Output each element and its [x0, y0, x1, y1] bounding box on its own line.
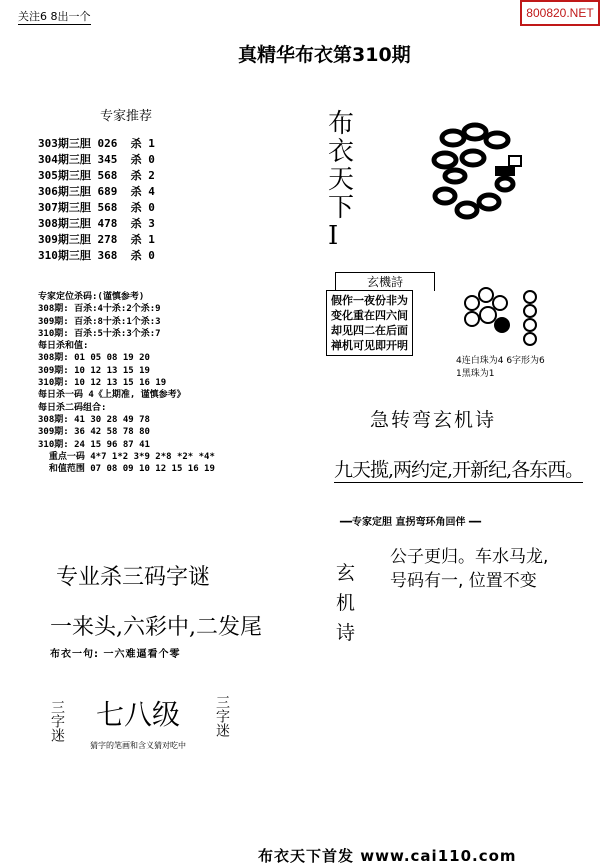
expert-row: 305期三胆 568 杀 2 [38, 169, 155, 182]
pots-illustration [425, 118, 525, 228]
kill-code-row: 每日杀和值: [38, 341, 89, 352]
riddle-note: 猜字的笔画和含义猜对吃中 [90, 741, 186, 750]
kill-code-row: 每日杀二码组合: [38, 402, 107, 413]
kill-code-row: 310期: 百杀:5十杀:3个杀:7 [38, 328, 161, 339]
xuanji-poem [326, 290, 413, 356]
kill-code-row: 309期: 36 42 58 78 80 [38, 427, 150, 438]
expert-row: 307期三胆 568 杀 0 [38, 201, 155, 214]
kill-code-row: 309期: 百杀:8十杀:1个杀:3 [38, 316, 161, 327]
expert-row: 310期三胆 368 杀 0 [38, 249, 155, 262]
kill-code-row: 310期: 10 12 13 15 16 19 [38, 378, 167, 389]
footer-source[interactable]: 布衣天下首发 www.cai110.com [258, 847, 517, 865]
expert-row: 306期三胆 689 杀 4 [38, 185, 155, 198]
jiutian-line: 九天揽,两约定,开新纪,各东西。 [334, 455, 583, 483]
beads-note [456, 355, 545, 381]
three-char-riddle-right: 三字迷 [214, 695, 230, 737]
kill-code-row: 310期: 24 15 96 87 41 [38, 439, 150, 450]
top-note: 关注6 8出一个 [18, 10, 91, 23]
kill-code-row: 308期: 01 05 08 19 20 [38, 353, 150, 364]
kill-code-row: 每日杀一码 4《上期准, 谨慎参考》 [38, 390, 186, 401]
poem-line: 却见四二在后面 [331, 324, 408, 337]
poem-line: 禅机可见即开明 [331, 339, 408, 352]
site-watermark[interactable]: 800820.NET [520, 0, 600, 26]
poem-line: 变化重在四六间 [331, 309, 408, 322]
kill-code-row: 308期: 41 30 28 49 78 [38, 414, 150, 425]
kill-code-row: 专家定位杀码:(谨慎参考) [38, 292, 145, 302]
xuanji-text [390, 545, 548, 593]
expert-row: 303期三胆 026 杀 1 [38, 137, 155, 150]
expert-row: 309期三胆 278 杀 1 [38, 233, 155, 246]
kill-code-block [38, 291, 215, 475]
kill-code-row: 309期: 10 12 13 15 19 [38, 365, 150, 376]
xuanji-vertical-label: 玄机诗 [336, 562, 356, 644]
expert-fixed-code: ━━专家定胆 直拐弯环角回伴 ━━ [340, 517, 482, 528]
xuanji-poem-title: 玄機詩 [335, 272, 435, 291]
expert-row: 304期三胆 345 杀 0 [38, 153, 155, 166]
expert-list [38, 136, 155, 264]
xuanji-text-line: 公子更归。车水马龙, [390, 547, 549, 567]
riddle-big-text: 七八级 [96, 698, 181, 731]
kill-code-row: 308期: 百杀:4十杀:2个杀:9 [38, 304, 161, 315]
three-char-riddle-left: 三字迷 [49, 700, 65, 742]
kill-code-row: 和值范围 07 08 09 10 12 15 16 19 [38, 464, 215, 475]
riddle-hint: 布衣一句: 一六难逼看个零 [50, 649, 181, 660]
expert-heading: 专家推荐 [100, 109, 153, 124]
beads-illustration [460, 285, 550, 355]
quick-riddle-title: 急转弯玄机诗 [370, 409, 497, 431]
xuanji-text-line: 号码有一, 位置不变 [390, 571, 537, 591]
poem-line: 假作一夜份非为 [331, 294, 408, 307]
riddle-title: 专业杀三码字谜 [56, 565, 211, 590]
beads-note-line: 4连白珠为4 6字形为6 [456, 356, 545, 366]
kill-code-row: 重点一码 4*7 1*2 3*9 2*8 *2* *4* [38, 451, 215, 462]
expert-row: 308期三胆 478 杀 3 [38, 217, 155, 230]
page-title: 真精华布衣第310期 [238, 44, 411, 66]
buyi-vertical-title: 布衣天下I [328, 109, 355, 251]
riddle-line: 一来头,六彩中,二发尾 [50, 615, 262, 640]
beads-note-line: 1黑珠为1 [456, 369, 495, 379]
